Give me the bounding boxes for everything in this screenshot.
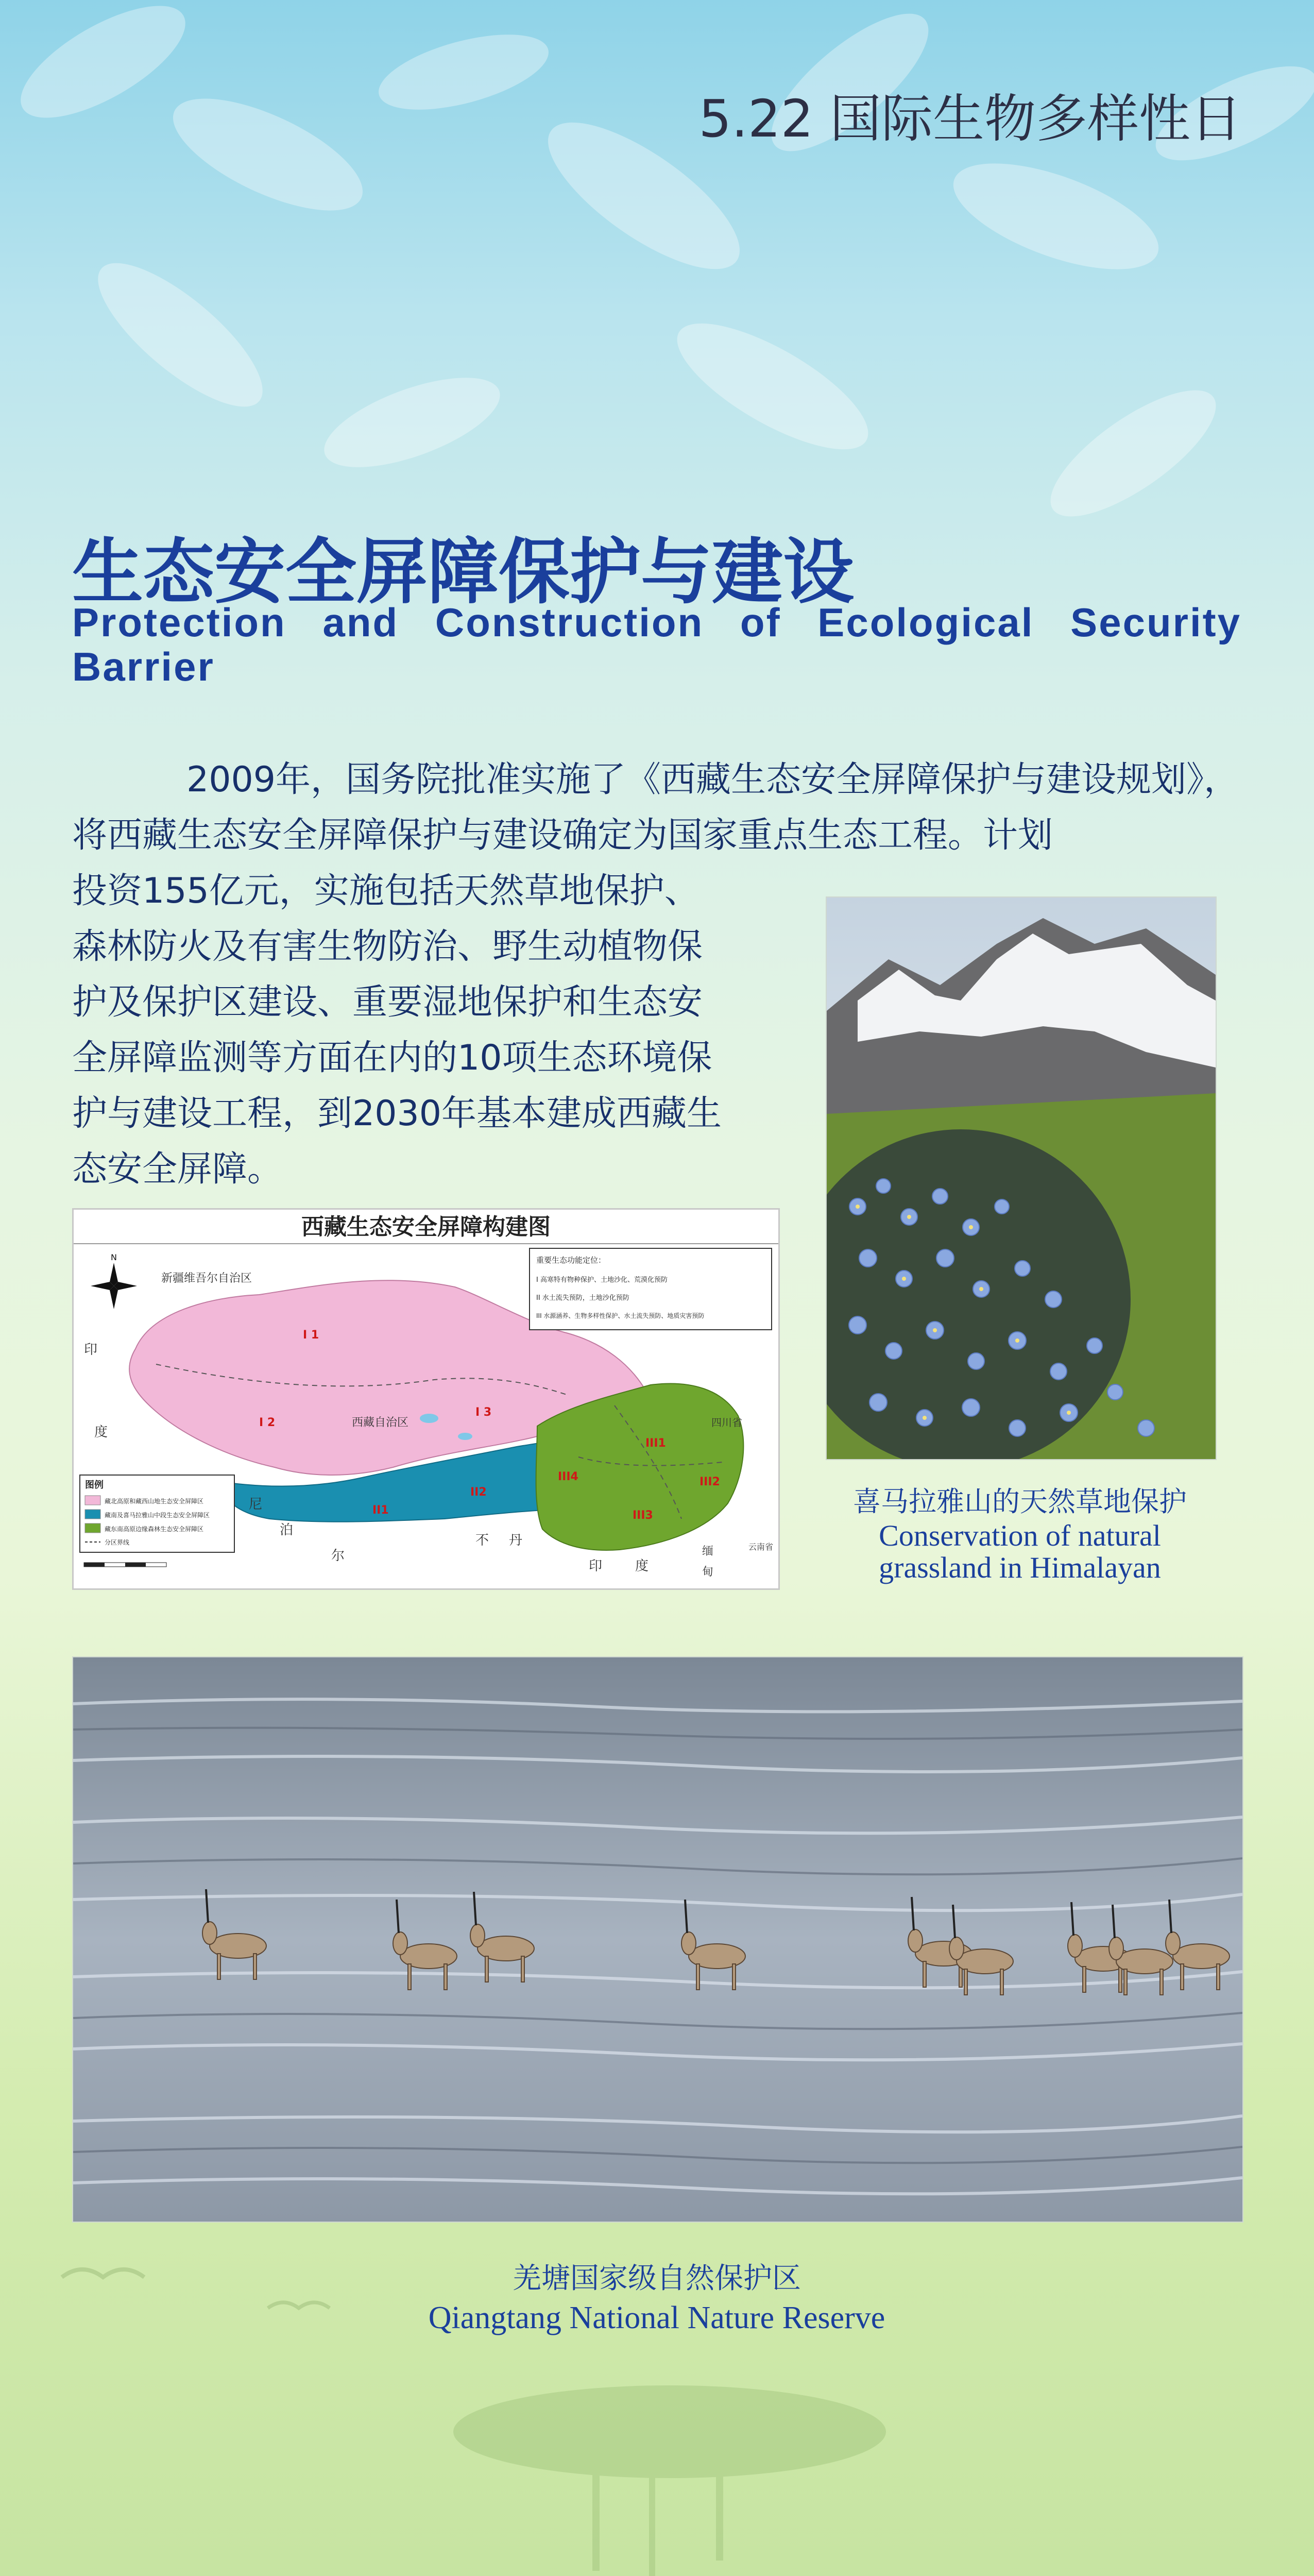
- svg-text:藏南及喜马拉雅山中段生态安全屏障区: 藏南及喜马拉雅山中段生态安全屏障区: [105, 1512, 210, 1519]
- intro-line: 2009年，国务院批准实施了《西藏生态安全屏障保护与建设规划》，将西藏生态安全屏障保护与建设确定为国家重点生态工程。计划: [72, 759, 1239, 856]
- map-label-india-a: 印: [84, 1342, 98, 1358]
- caption-cn: 喜马拉雅山的天然草地保护: [853, 1485, 1187, 1518]
- map-label-sichuan: 四川省: [711, 1416, 742, 1429]
- event-title: 5.22 国际生物多样性日: [698, 89, 1242, 149]
- caption-en: Qiangtang National Nature Reserve: [428, 2300, 885, 2335]
- map-label-india2-b: 度: [635, 1558, 649, 1574]
- map-zone-label: II2: [470, 1486, 487, 1499]
- map-zone-label: III4: [558, 1470, 578, 1483]
- svg-text:III 水源涵养、生物多样性保护、水土流失预防、地质灾害预: III 水源涵养、生物多样性保护、水土流失预防、地质灾害预防: [536, 1312, 705, 1319]
- intro-line: 森林防火及有害生物防治、野生动植物保: [72, 926, 703, 967]
- map-title: 西藏生态安全屏障构建图: [301, 1214, 551, 1240]
- intro-line: 态安全屏障。: [72, 1149, 283, 1190]
- map-zone-label: III1: [645, 1437, 666, 1450]
- map-label-bhutan-b: 丹: [509, 1533, 523, 1548]
- svg-text:藏北高原和藏西山地生态安全屏障区: 藏北高原和藏西山地生态安全屏障区: [105, 1498, 204, 1505]
- map-zone-label: I 1: [303, 1329, 319, 1342]
- svg-text:重要生态功能定位：: 重要生态功能定位：: [536, 1256, 606, 1265]
- svg-text:藏东南高原边缘森林生态安全屏障区: 藏东南高原边缘森林生态安全屏障区: [105, 1526, 204, 1533]
- map-label-nepal-b: 泊: [280, 1522, 294, 1538]
- map-zone-label: III2: [699, 1476, 720, 1488]
- svg-text:I 高寒特有物种保护、土地沙化、荒漠化预防: I 高寒特有物种保护、土地沙化、荒漠化预防: [536, 1276, 668, 1284]
- map-zone-label: II1: [372, 1504, 389, 1517]
- map-label-myanmar-b: 甸: [702, 1566, 714, 1579]
- map-label-india2-a: 印: [589, 1558, 603, 1574]
- svg-text:N: N: [111, 1252, 117, 1262]
- map-function-key: [530, 1248, 772, 1330]
- intro-line: 全屏障监测等方面在内的10项生态环境保: [72, 1038, 712, 1078]
- ecological-barrier-map: [72, 1208, 780, 1590]
- map-zone-label: I 2: [259, 1416, 276, 1429]
- section-title: 生态安全屏障保护与建设: [72, 531, 855, 614]
- map-label-bhutan-a: 不: [475, 1533, 489, 1548]
- intro-line: 护与建设工程，到2030年基本建成西藏生: [72, 1093, 722, 1134]
- map-zone-label: I 3: [475, 1406, 492, 1419]
- caption-cn: 羌塘国家级自然保护区: [513, 2262, 801, 2295]
- map-label-yunnan: 云南省: [748, 1542, 774, 1552]
- intro-line: 护及保护区建设、重要湿地保护和生态安: [72, 982, 703, 1023]
- grassland-photo-caption: [804, 1484, 1236, 1584]
- reserve-photo-caption: [72, 2259, 1241, 2337]
- map-label-nepal-a: 尼: [249, 1497, 263, 1512]
- map-label-tibet: 西藏自治区: [352, 1416, 409, 1429]
- map-label-myanmar-a: 缅: [702, 1545, 714, 1558]
- section-subtitle: Protection and Construction of Ecological Security Barrier: [72, 600, 1241, 689]
- map-scale-bar: [84, 1563, 166, 1567]
- map-label-xinjiang: 新疆维吾尔自治区: [161, 1272, 252, 1285]
- map-legend: [80, 1475, 234, 1552]
- map-label-nepal-c: 尔: [331, 1548, 345, 1564]
- caption-en: grassland in Himalayan: [879, 1551, 1161, 1584]
- svg-text:图例: 图例: [85, 1480, 104, 1490]
- caption-en: Conservation of natural: [879, 1519, 1161, 1552]
- map-label-india-b: 度: [94, 1425, 108, 1440]
- tibetan-antelope-photo: [72, 1656, 1243, 2223]
- map-zone-label: III3: [633, 1509, 653, 1522]
- intro-line: 投资155亿元，实施包括天然草地保护、: [72, 871, 699, 911]
- svg-text:分区界线: 分区界线: [105, 1539, 130, 1546]
- svg-text:II 水土流失预防，土地沙化预防: II 水土流失预防，土地沙化预防: [536, 1294, 629, 1302]
- himalaya-grassland-photo: [826, 896, 1217, 1460]
